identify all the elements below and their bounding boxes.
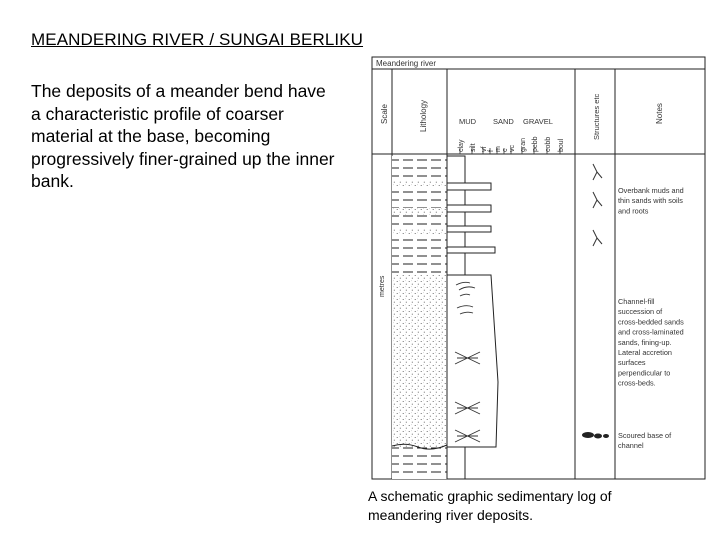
grain-size-label-cobb: cobb xyxy=(545,136,552,152)
note-line: and cross-laminated xyxy=(618,327,684,337)
grain-size-label-pebb: pebb xyxy=(532,136,539,152)
scale-unit-label: metres xyxy=(379,275,386,297)
grain-size-label-m: m xyxy=(495,146,502,152)
grain-group-sand: SAND xyxy=(493,117,514,126)
note-line: surfaces xyxy=(618,358,646,368)
grain-size-scale xyxy=(458,136,565,154)
rip-up-clasts xyxy=(582,432,609,439)
slide-title: MEANDERING RIVER / SUNGAI BERLIKU xyxy=(31,30,364,49)
note-line: sands, fining-up. xyxy=(618,337,672,347)
grain-group-mud: MUD xyxy=(459,117,477,126)
notes-header: Notes xyxy=(655,103,664,124)
grain-size-label-gran: gran xyxy=(520,137,527,152)
structures-header: Structures etc xyxy=(592,93,601,140)
lithology-channel-sand xyxy=(392,275,447,447)
note-line: thin sands with soils xyxy=(618,196,683,206)
note-line: channel xyxy=(618,441,644,451)
figure-caption: A schematic graphic sedimentary log of meandering river deposits. xyxy=(368,488,612,523)
scale-header: Scale xyxy=(380,103,389,124)
grain-size-profile xyxy=(447,156,498,479)
log-notes xyxy=(618,186,684,450)
grain-size-label-vc: vc xyxy=(509,145,516,152)
grain-size-label-f: f xyxy=(488,150,495,152)
note-line: cross-beds. xyxy=(618,378,656,388)
grain-size-label-boul: boul xyxy=(558,138,565,152)
note-line: succession of xyxy=(618,307,663,317)
note-line: cross-bedded sands xyxy=(618,317,684,327)
sedimentary-log-svg xyxy=(360,52,710,484)
grain-size-label-silt: silt xyxy=(470,143,477,152)
sedimentary-log-figure xyxy=(360,52,710,484)
note-line: Lateral accretion xyxy=(618,348,672,357)
note-line: and roots xyxy=(618,206,649,216)
grain-group-gravel: GRAVEL xyxy=(523,117,553,126)
note-line: Overbank muds and xyxy=(618,186,684,195)
root-traces xyxy=(593,164,602,246)
note-line: Scoured base of xyxy=(618,431,672,440)
note-line: perpendicular to xyxy=(618,368,671,378)
grain-size-label-clay: clay xyxy=(458,139,465,152)
grain-size-label-c: c xyxy=(502,148,509,152)
grain-size-label-vf: vf xyxy=(481,146,488,152)
slide-description: The deposits of a meander bend have a characteristic profile of coarser material at the base, becoming progressively finer-grained up the inner bank. xyxy=(31,81,335,191)
lithology-basal-mud xyxy=(392,447,447,479)
note-line: Channel-fill xyxy=(618,297,655,306)
log-title: Meandering river xyxy=(376,59,437,68)
lithology-overbank-muds xyxy=(392,156,447,275)
lithology-header: Lithology xyxy=(419,99,428,132)
